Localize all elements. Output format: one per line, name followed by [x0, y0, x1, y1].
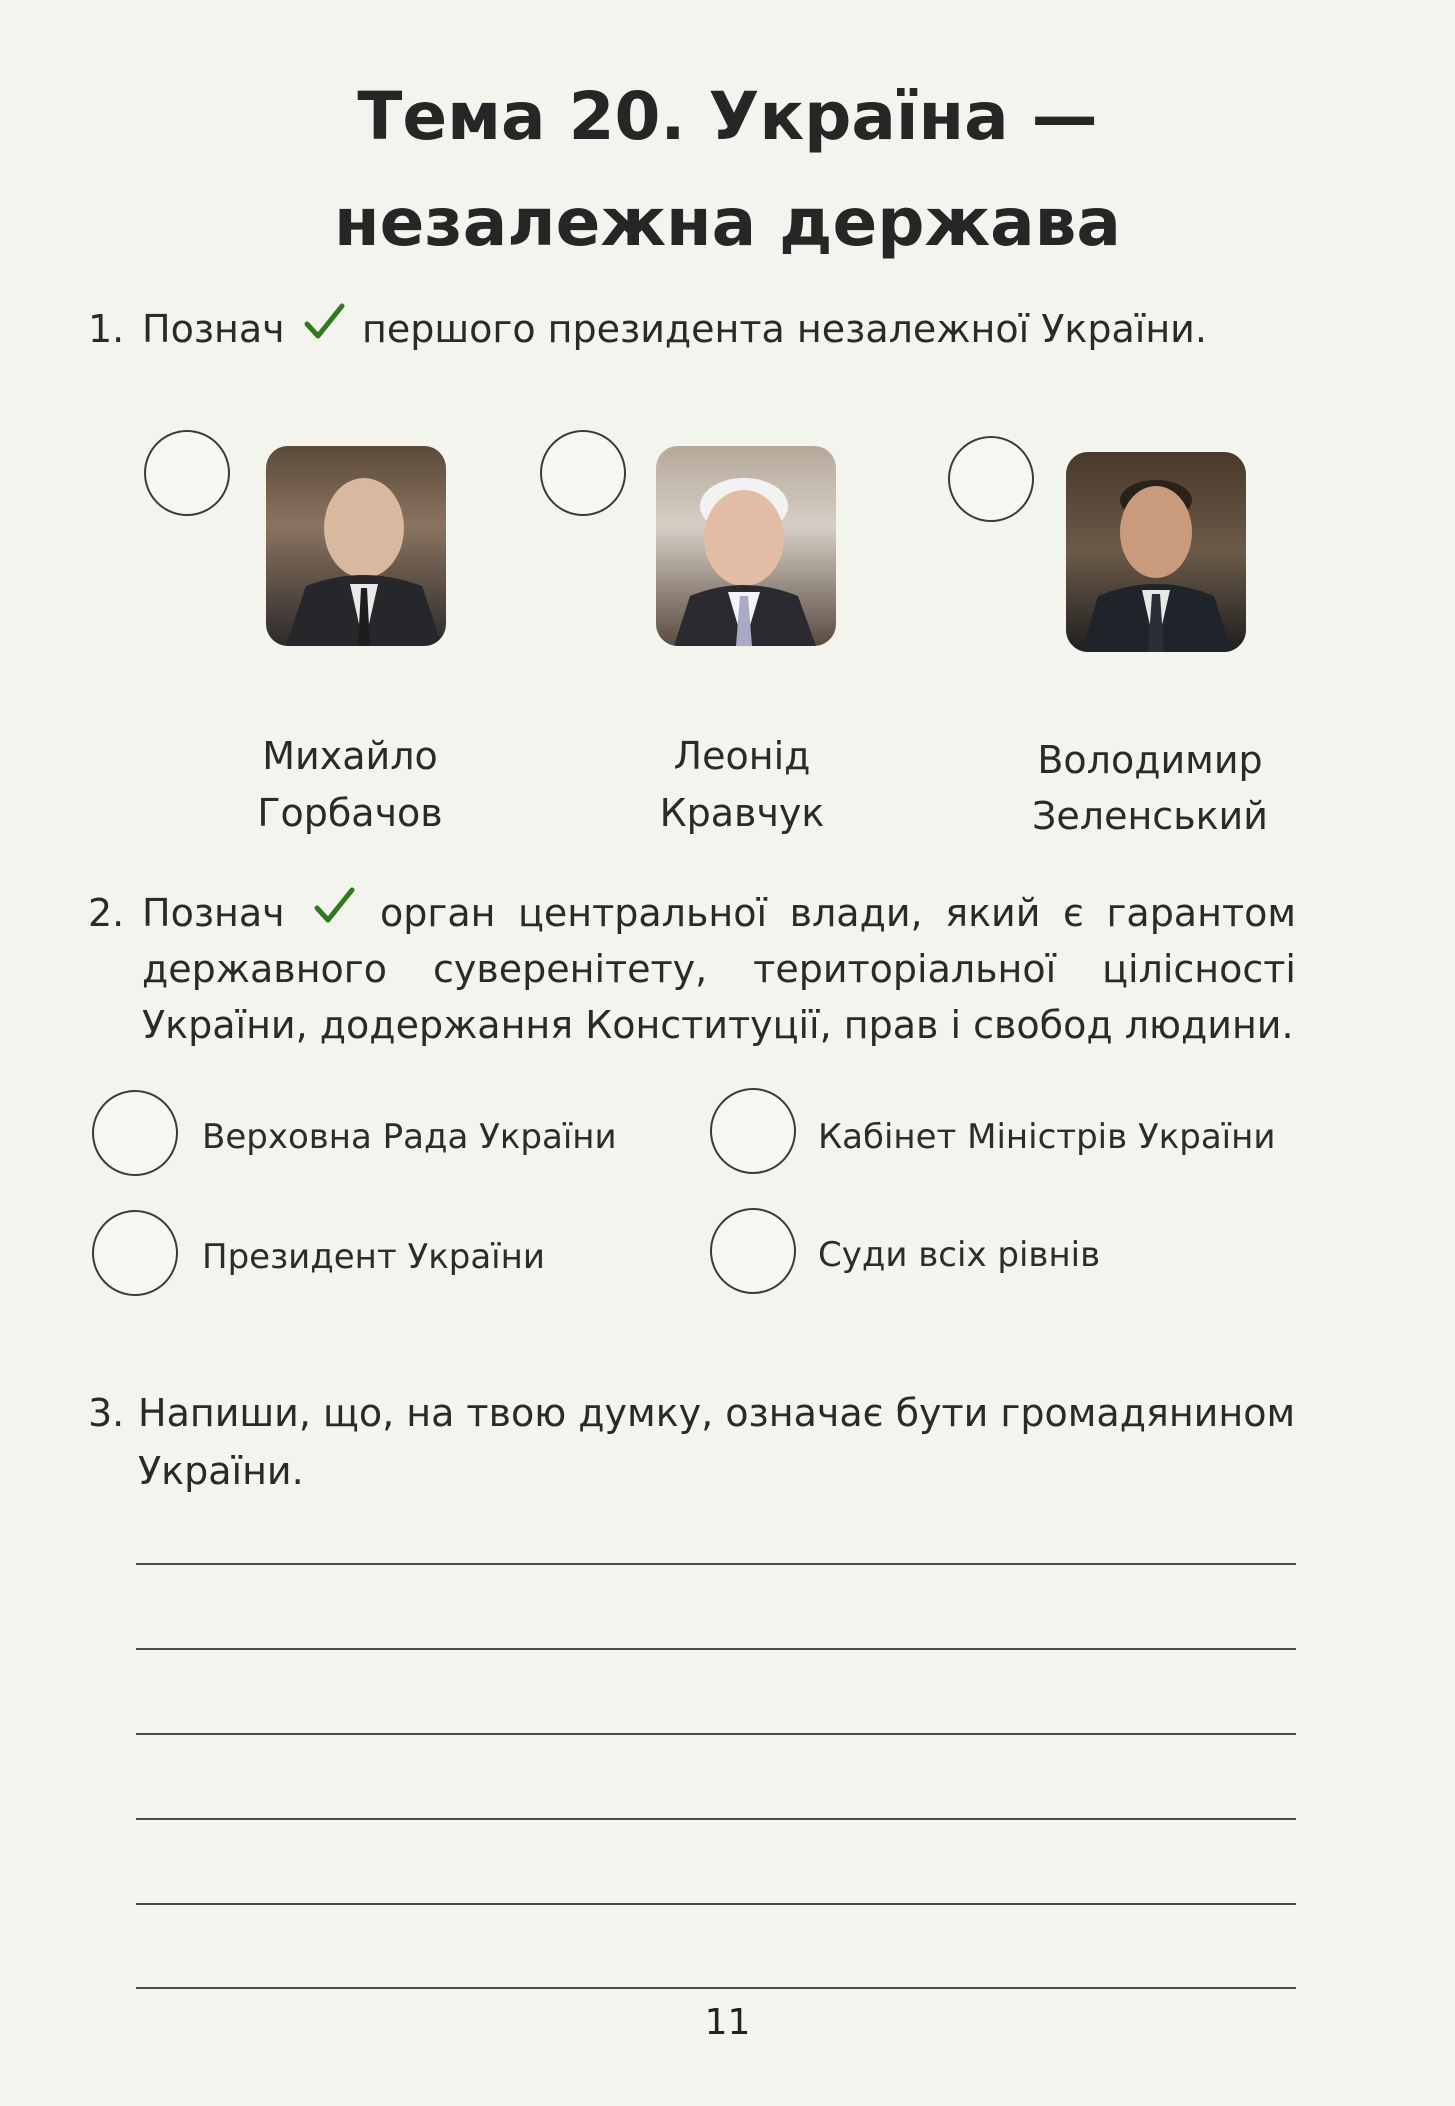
question-1-lead: Познач — [142, 307, 285, 351]
option-circle-kravchuk[interactable] — [540, 430, 626, 516]
checkmark-icon — [312, 884, 356, 928]
option-name-zelenskyi-first: Володимир — [1037, 738, 1263, 782]
page-title-line-2: незалежна держава — [334, 184, 1121, 261]
question-2-text-line-3: України, додержання Конституції, прав і свобод людини. — [142, 1003, 1294, 1047]
question-1-text: першого президента незалежної України. — [362, 307, 1207, 351]
question-3-number: 3. — [88, 1391, 125, 1435]
question-2-text-line-2: державного суверенітету, територіальної цілісності — [142, 947, 1296, 991]
answer-line[interactable] — [136, 1818, 1296, 1820]
question-2-text-line-1: орган центральної влади, який є гарантом — [380, 891, 1296, 935]
question-3-text-line-2: України. — [138, 1449, 304, 1493]
option-label-cabinet: Кабінет Міністрів України — [818, 1117, 1276, 1157]
option-name-kravchuk-first: Леонід — [673, 734, 811, 778]
photo-zelenskyi — [1066, 452, 1246, 652]
page-title-line-1: Тема 20. Україна — — [357, 78, 1098, 155]
option-circle-cabinet[interactable] — [710, 1088, 796, 1174]
option-name-gorbachov-first: Михайло — [262, 734, 438, 778]
answer-line[interactable] — [136, 1648, 1296, 1650]
question-2-lead: Познач — [142, 891, 285, 935]
question-1-number: 1. — [88, 307, 125, 351]
page-number: 11 — [704, 2002, 751, 2043]
option-circle-zelenskyi[interactable] — [948, 436, 1034, 522]
option-label-verkhovna-rada: Верховна Рада України — [202, 1117, 617, 1157]
answer-line[interactable] — [136, 1563, 1296, 1565]
answer-line[interactable] — [136, 1733, 1296, 1735]
photo-kravchuk — [656, 446, 836, 646]
answer-line[interactable] — [136, 1903, 1296, 1905]
option-label-courts: Суди всіх рівнів — [818, 1235, 1101, 1275]
option-circle-gorbachov[interactable] — [144, 430, 230, 516]
question-3-text-line-1: Напиши, що, на твою думку, означає бути громадянином — [138, 1391, 1296, 1435]
question-2-number: 2. — [88, 891, 125, 935]
option-circle-verkhovna-rada[interactable] — [92, 1090, 178, 1176]
answer-line[interactable] — [136, 1987, 1296, 1989]
option-label-president: Президент України — [202, 1237, 545, 1277]
photo-gorbachov — [266, 446, 446, 646]
option-circle-courts[interactable] — [710, 1208, 796, 1294]
option-name-gorbachov-last: Горбачов — [257, 791, 443, 835]
option-name-kravchuk-last: Кравчук — [659, 791, 825, 835]
option-name-zelenskyi-last: Зеленський — [1032, 794, 1268, 838]
option-circle-president[interactable] — [92, 1210, 178, 1296]
checkmark-icon — [302, 300, 346, 344]
